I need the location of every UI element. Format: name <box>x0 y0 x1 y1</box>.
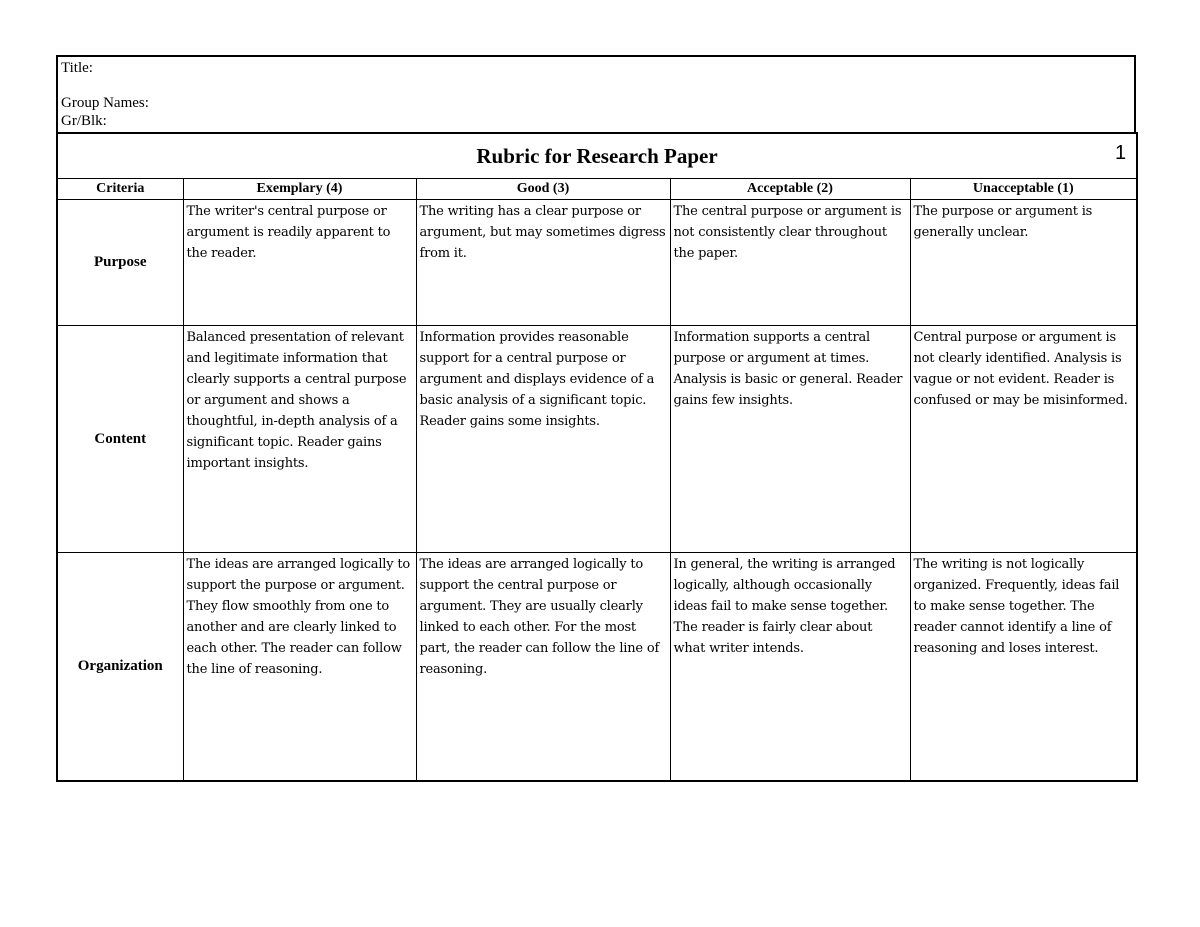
rubric-title: Rubric for Research Paper <box>476 144 718 168</box>
column-header-unacceptable: Unacceptable (1) <box>910 179 1137 200</box>
cell-organization-good: The ideas are arranged logically to support the central purpose or argument. They are usually clearly linked to each other. For the most part, the reader can follow the line of reasoning. <box>416 553 670 782</box>
criterion-purpose: Purpose <box>57 200 183 326</box>
criterion-organization: Organization <box>57 553 183 782</box>
table-row <box>57 553 1137 782</box>
group-names-label: Group Names: <box>61 95 149 111</box>
column-header-acceptable: Acceptable (2) <box>670 179 910 200</box>
column-header-row <box>57 179 1137 200</box>
cell-purpose-exemplary: The writer's central purpose or argument is readily apparent to the reader. <box>183 200 416 326</box>
cell-content-exemplary: Balanced presentation of relevant and legitimate information that clearly supports a central purpose or argument and shows a thoughtful, in-depth analysis of a significant topic. Reader gains important insights. <box>183 326 416 553</box>
cell-organization-acceptable: In general, the writing is arranged logically, although occasionally ideas fail to make sense together. The reader is fairly clear about what writer intends. <box>670 553 910 782</box>
rubric-title-cell <box>57 133 1137 179</box>
gr-blk-label: Gr/Blk: <box>61 113 107 129</box>
column-header-criteria: Criteria <box>57 179 183 200</box>
column-header-exemplary: Exemplary (4) <box>183 179 416 200</box>
page-number: 1 <box>1114 142 1127 164</box>
cell-content-unacceptable: Central purpose or argument is not clearly identified. Analysis is vague or not evident. Reader is confused or may be misinformed. <box>910 326 1137 553</box>
rubric-table <box>56 132 1138 782</box>
cell-purpose-unacceptable: The purpose or argument is generally unclear. <box>910 200 1137 326</box>
cell-content-good: Information provides reasonable support for a central purpose or argument and displays evidence of a basic analysis of a significant topic. Reader gains some insights. <box>416 326 670 553</box>
table-row <box>57 326 1137 553</box>
title-label: Title: <box>61 60 93 76</box>
cell-content-acceptable: Information supports a central purpose or argument at times. Analysis is basic or general. Reader gains few insights. <box>670 326 910 553</box>
column-header-good: Good (3) <box>416 179 670 200</box>
criterion-content: Content <box>57 326 183 553</box>
header-info-box <box>56 55 1136 132</box>
cell-organization-exemplary: The ideas are arranged logically to support the purpose or argument. They flow smoothly from one to another and are clearly linked to each other. The reader can follow the line of reasoning. <box>183 553 416 782</box>
cell-purpose-good: The writing has a clear purpose or argument, but may sometimes digress from it. <box>416 200 670 326</box>
cell-purpose-acceptable: The central purpose or argument is not consistently clear throughout the paper. <box>670 200 910 326</box>
cell-organization-unacceptable: The writing is not logically organized. Frequently, ideas fail to make sense together. The reader cannot identify a line of reasoning and loses interest. <box>910 553 1137 782</box>
table-row <box>57 200 1137 326</box>
